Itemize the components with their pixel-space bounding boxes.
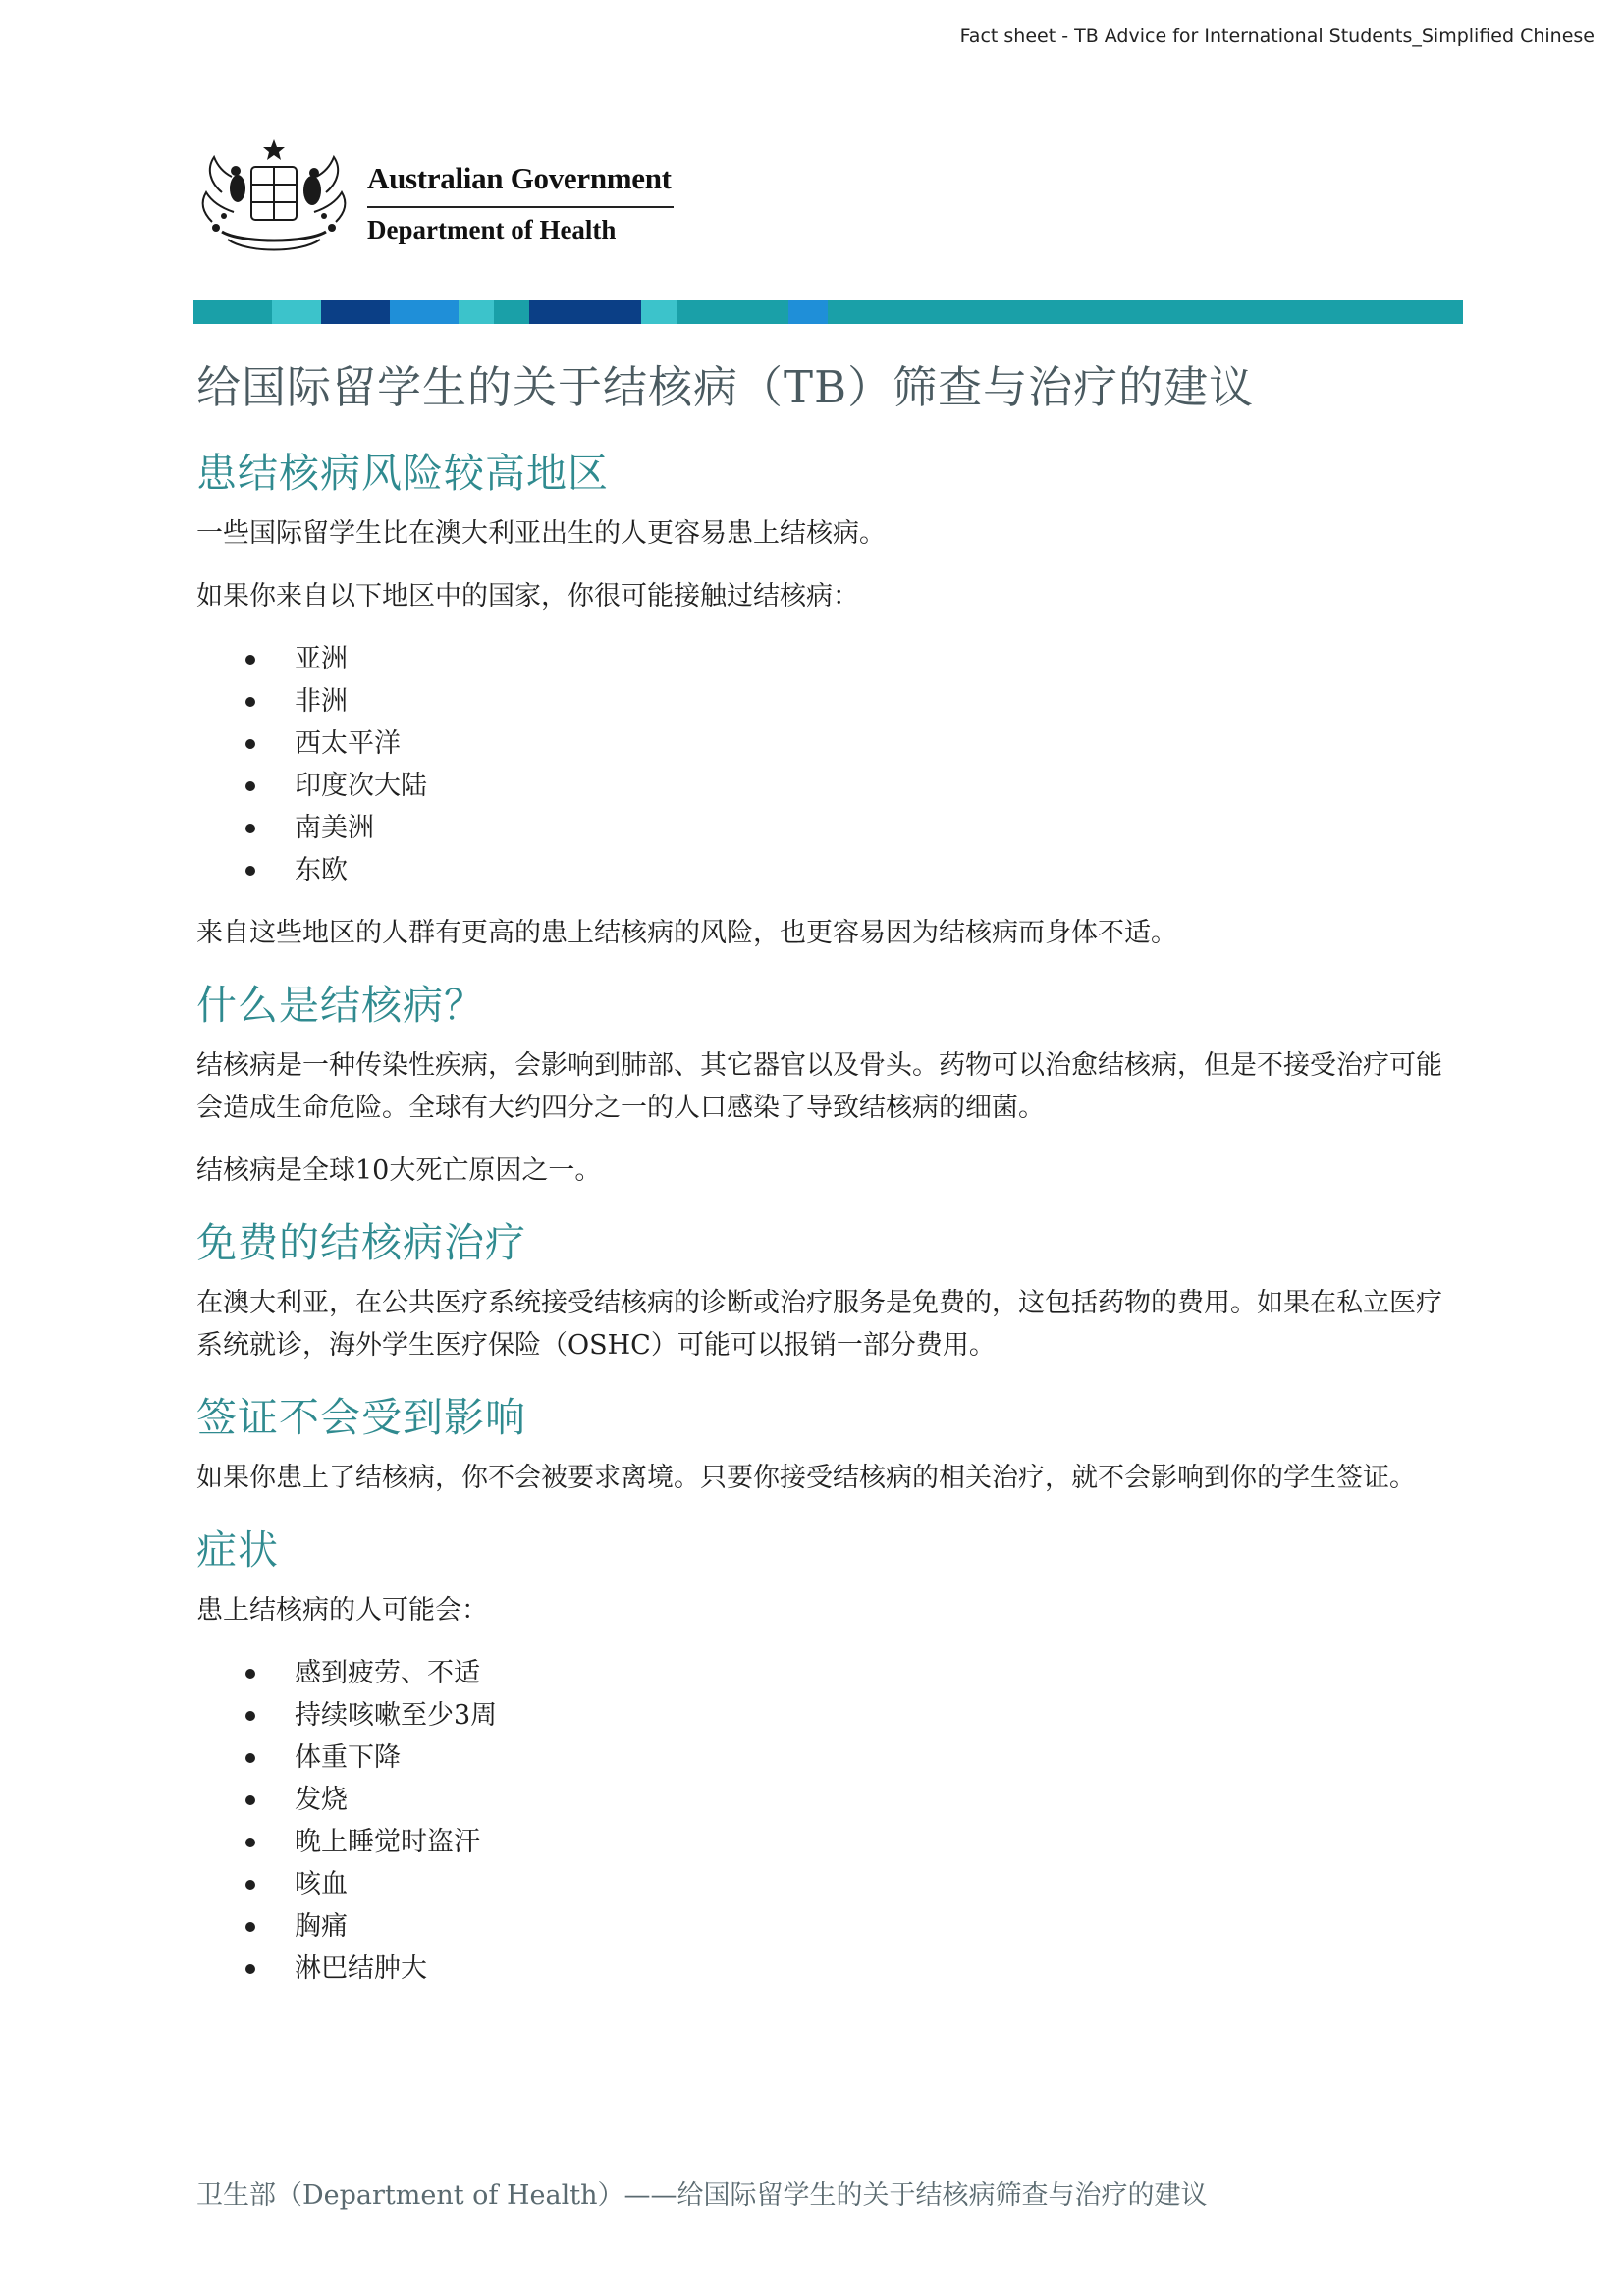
paragraph: 结核病是全球10大死亡原因之一。 [196, 1155, 602, 1186]
band-segment [677, 300, 788, 324]
header-color-band [193, 300, 1463, 324]
paragraph: 如果你来自以下地区中的国家，你很可能接触过结核病： [196, 581, 859, 612]
band-segment [321, 300, 390, 324]
list-item: 印度次大陆 [245, 765, 1463, 807]
logo-department-of-health: Department of Health [367, 215, 617, 244]
section-what-is-tb [196, 976, 1463, 1192]
paragraph: 一些国际留学生比在澳大利亚出生的人更容易患上结核病。 [196, 518, 886, 549]
band-segment [529, 300, 641, 324]
band-segment [459, 300, 494, 324]
document-title: 给国际留学生的关于结核病（TB）筛查与治疗的建议 [196, 361, 1255, 413]
logo-divider [367, 206, 674, 208]
band-segment [193, 300, 272, 324]
list-item: 南美洲 [245, 807, 1463, 849]
band-segment [641, 300, 677, 324]
list-item: 体重下降 [245, 1736, 1463, 1779]
coat-of-arms-icon [192, 133, 355, 259]
band-segment [788, 300, 828, 324]
section-heading: 签证不会受到影响 [196, 1394, 526, 1441]
list-item: 西太平洋 [245, 722, 1463, 765]
list-item: 感到疲劳、不适 [245, 1652, 1463, 1694]
list-item: 胸痛 [245, 1905, 1463, 1948]
paragraph: 结核病是一种传染性疾病，会影响到肺部、其它器官以及骨头。药物可以治愈结核病，但是不接受治疗可能会造成生命危险。全球有大约四分之一的人口感染了导致结核病的细菌。 [196, 1050, 1442, 1123]
band-segment [828, 300, 1463, 324]
section-heading: 患结核病风险较高地区 [196, 450, 609, 497]
logo-australian-government: Australian Government [367, 161, 672, 195]
list-item: 持续咳嗽至少3周 [245, 1694, 1463, 1736]
list-item: 晚上睡觉时盗汗 [245, 1821, 1463, 1863]
section-heading: 症状 [196, 1526, 279, 1574]
paragraph: 患上结核病的人可能会： [196, 1595, 488, 1626]
document-body [196, 353, 1463, 2011]
section-high-risk-regions [196, 444, 1463, 954]
list-item: 亚洲 [245, 638, 1463, 680]
list-item: 咳血 [245, 1863, 1463, 1905]
paragraph: 在澳大利亚，在公共医疗系统接受结核病的诊断或治疗服务是免费的，这包括药物的费用。如果在私立医疗系统就诊，海外学生医疗保险（OSHC）可能可以报销一部分费用。 [196, 1288, 1442, 1361]
list-item: 发烧 [245, 1779, 1463, 1821]
band-segment [494, 300, 529, 324]
list-item: 非洲 [245, 680, 1463, 722]
band-segment [390, 300, 459, 324]
section-free-treatment [196, 1213, 1463, 1366]
section-visa [196, 1388, 1463, 1499]
fact-sheet-header: Fact sheet - TB Advice for International Students_Simplified Chinese [959, 26, 1595, 47]
band-segment [272, 300, 321, 324]
list-item: 东欧 [245, 849, 1463, 891]
paragraph: 来自这些地区的人群有更高的患上结核病的风险，也更容易因为结核病而身体不适。 [196, 918, 1177, 948]
section-symptoms [196, 1521, 1463, 1990]
regions-list [196, 638, 1463, 891]
government-logo [192, 133, 693, 261]
paragraph: 如果你患上了结核病，你不会被要求离境。只要你接受结核病的相关治疗，就不会影响到你的学生签证。 [196, 1463, 1416, 1493]
list-item: 淋巴结肿大 [245, 1948, 1463, 1990]
section-heading: 免费的结核病治疗 [196, 1219, 526, 1266]
section-heading: 什么是结核病？ [196, 982, 485, 1029]
page-footer: 卫生部（Department of Health）——给国际留学生的关于结核病筛查与治疗的建议 [196, 2180, 1208, 2211]
symptoms-list [196, 1652, 1463, 1990]
